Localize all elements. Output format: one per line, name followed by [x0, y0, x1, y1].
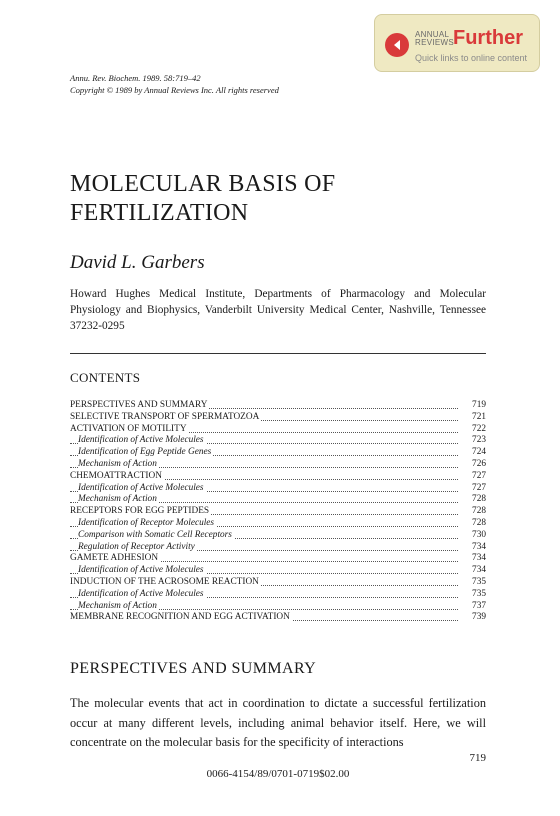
toc-page: 737 [472, 600, 486, 611]
toc-label: Mechanism of Action [78, 494, 157, 505]
toc-subentry[interactable] [70, 601, 486, 613]
citation-line: Annu. Rev. Biochem. 1989. 58:719–42 [70, 73, 201, 83]
contents-heading: CONTENTS [70, 370, 141, 385]
toc-page: 735 [472, 576, 486, 587]
toc-label: Identification of Active Molecules [78, 482, 204, 493]
toc-label: GAMETE ADHESION [70, 553, 159, 564]
toc-page: 735 [472, 588, 486, 599]
toc-subentry[interactable] [70, 542, 486, 554]
toc-label: RECEPTORS FOR EGG PEPTIDES [70, 506, 210, 517]
table-of-contents [70, 400, 486, 624]
price-code: 0066-4154/89/0701-0719$02.00 [206, 768, 350, 780]
further-badge[interactable] [374, 14, 540, 72]
toc-page: 719 [472, 400, 486, 410]
toc-label: Mechanism of Action [78, 600, 157, 611]
toc-subentry[interactable] [70, 518, 486, 530]
toc-subentry[interactable] [70, 530, 486, 542]
toc-label: Regulation of Receptor Activity [78, 541, 195, 552]
toc-subentry[interactable] [70, 459, 486, 471]
annual-reviews-logo: ANNUAL REVIEWS [415, 30, 454, 47]
toc-label: MEMBRANE RECOGNITION AND EGG ACTIVATION [70, 612, 290, 623]
toc-entry[interactable] [70, 471, 486, 483]
toc-page: 722 [472, 423, 486, 434]
toc-label: INDUCTION OF THE ACROSOME REACTION [70, 576, 259, 587]
copyright-line: Copyright © 1989 by Annual Reviews Inc. All rights reserved [70, 85, 279, 95]
toc-page: 739 [472, 612, 486, 623]
section-heading: PERSPECTIVES AND SUMMARY [70, 660, 317, 677]
toc-label: Identification of Active Molecules [78, 565, 204, 576]
article-title: MOLECULAR BASIS OF FERTILIZATION [70, 171, 336, 226]
toc-subentry[interactable] [70, 483, 486, 495]
toc-entry[interactable] [70, 553, 486, 565]
toc-subentry[interactable] [70, 565, 486, 577]
toc-label: PERSPECTIVES AND SUMMARY [70, 400, 208, 410]
toc-entry[interactable] [70, 577, 486, 589]
toc-label: SELECTIVE TRANSPORT OF SPERMATOZOA [70, 411, 260, 422]
toc-page: 727 [472, 470, 486, 481]
toc-page: 734 [472, 541, 486, 552]
divider [70, 353, 486, 354]
toc-label: ACTIVATION OF MOTILITY [70, 423, 187, 434]
play-icon [385, 33, 409, 57]
toc-subentry[interactable] [70, 435, 486, 447]
toc-page: 734 [472, 553, 486, 564]
toc-label: Identification of Receptor Molecules [78, 517, 215, 528]
toc-page: 727 [472, 482, 486, 493]
further-tagline: Quick links to online content [415, 53, 528, 63]
toc-entry[interactable] [70, 412, 486, 424]
toc-entry[interactable] [70, 506, 486, 518]
toc-entry[interactable] [70, 612, 486, 624]
further-label: Further [453, 27, 523, 49]
toc-page: 724 [472, 447, 486, 458]
toc-label: CHEMOATTRACTION [70, 470, 162, 481]
toc-page: 728 [472, 494, 486, 505]
toc-label: Identification of Active Molecules [78, 435, 204, 446]
toc-page: 723 [472, 435, 486, 446]
toc-page: 721 [472, 411, 486, 422]
toc-subentry[interactable] [70, 447, 486, 459]
toc-subentry[interactable] [70, 494, 486, 506]
body-paragraph: The molecular events that act in coordination to dictate a successful fertilization occur at many different levels, including animal behavior itself. Here, we will concentrate on the molecular basis for the specificity of interactions [70, 696, 486, 749]
toc-page: 730 [472, 529, 486, 540]
author-name: David L. Garbers [70, 252, 205, 273]
toc-page: 734 [472, 565, 486, 576]
toc-label: Identification of Egg Peptide Genes [78, 447, 212, 458]
citation [70, 72, 279, 96]
toc-page: 728 [472, 506, 486, 517]
toc-subentry[interactable] [70, 589, 486, 601]
page-number: 719 [469, 752, 486, 764]
toc-entry[interactable] [70, 424, 486, 436]
toc-label: Comparison with Somatic Cell Receptors [78, 529, 232, 540]
author-affiliation: Howard Hughes Medical Institute, Departments of Pharmacology and Molecular Physiology and Biophysics, Vanderbilt University Medical Center, Nashville, Tennessee 37232-0295 [70, 288, 486, 332]
toc-label: Identification of Active Molecules [78, 588, 204, 599]
toc-page: 726 [472, 458, 486, 469]
toc-label: Mechanism of Action [78, 458, 157, 469]
toc-page: 728 [472, 517, 486, 528]
toc-entry[interactable] [70, 400, 486, 412]
